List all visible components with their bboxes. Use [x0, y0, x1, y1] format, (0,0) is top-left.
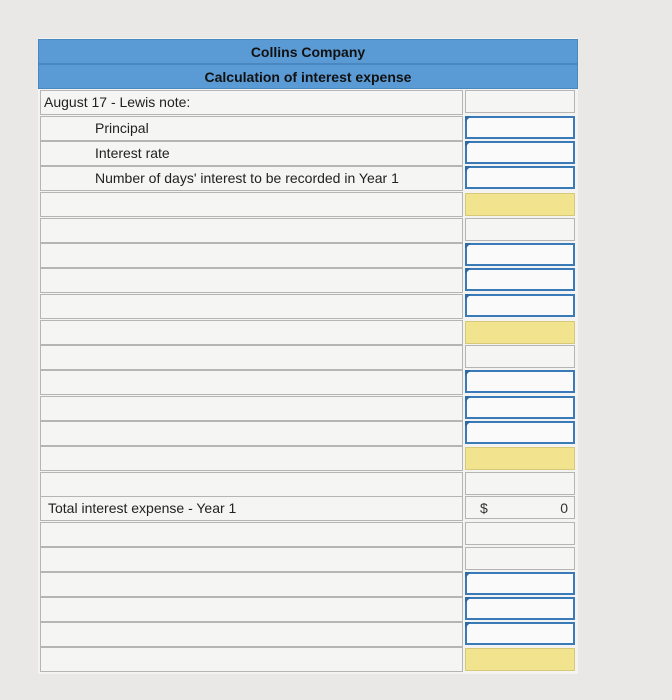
- amount-input-9[interactable]: [465, 396, 575, 419]
- blank-label-9: [40, 396, 463, 421]
- blank-label-16: [40, 597, 463, 622]
- principal-label: Principal: [40, 116, 463, 141]
- company-title: Collins Company: [38, 39, 578, 64]
- blank-label-18: [40, 647, 463, 672]
- total-interest-value: [465, 496, 575, 519]
- total-interest-label: Total interest expense - Year 1: [40, 496, 463, 521]
- computed-cell-3: [465, 447, 575, 470]
- total-amount: 0: [560, 500, 568, 516]
- computed-cell-1: [465, 193, 575, 216]
- blank-value-14: [465, 547, 575, 570]
- computed-cell-2: [465, 321, 575, 344]
- amount-input-3[interactable]: [465, 243, 575, 266]
- blank-label-7: [40, 345, 463, 370]
- interest-rate-input[interactable]: [465, 141, 575, 164]
- blank-label-4: [40, 268, 463, 293]
- section-value-cell: [465, 90, 575, 113]
- blank-value-12: [465, 472, 575, 495]
- amount-input-4[interactable]: [465, 268, 575, 291]
- currency-symbol: $: [480, 500, 488, 516]
- principal-input[interactable]: [465, 116, 575, 139]
- blank-value-7: [465, 345, 575, 368]
- worksheet-subtitle: Calculation of interest expense: [38, 64, 578, 89]
- amount-input-5[interactable]: [465, 294, 575, 317]
- blank-label-13: [40, 522, 463, 547]
- amount-input-17[interactable]: [465, 622, 575, 645]
- amount-input-16[interactable]: [465, 597, 575, 620]
- blank-label-15: [40, 572, 463, 597]
- blank-label-17: [40, 622, 463, 647]
- blank-label-5: [40, 294, 463, 319]
- blank-label-1: [40, 192, 463, 217]
- amount-input-8[interactable]: [465, 370, 575, 393]
- blank-label-11: [40, 446, 463, 471]
- interest-rate-label: Interest rate: [40, 141, 463, 166]
- blank-label-12: [40, 472, 463, 497]
- blank-label-14: [40, 547, 463, 572]
- blank-label-2: [40, 218, 463, 243]
- amount-input-10[interactable]: [465, 421, 575, 444]
- section-label: August 17 - Lewis note:: [40, 90, 463, 115]
- blank-value-13: [465, 522, 575, 545]
- amount-input-15[interactable]: [465, 572, 575, 595]
- blank-label-3: [40, 243, 463, 268]
- days-input[interactable]: [465, 166, 575, 189]
- blank-value-2: [465, 218, 575, 241]
- blank-label-6: [40, 320, 463, 345]
- days-label: Number of days' interest to be recorded in Year 1: [40, 166, 463, 191]
- blank-label-10: [40, 421, 463, 446]
- computed-cell-4: [465, 648, 575, 671]
- blank-label-8: [40, 370, 463, 395]
